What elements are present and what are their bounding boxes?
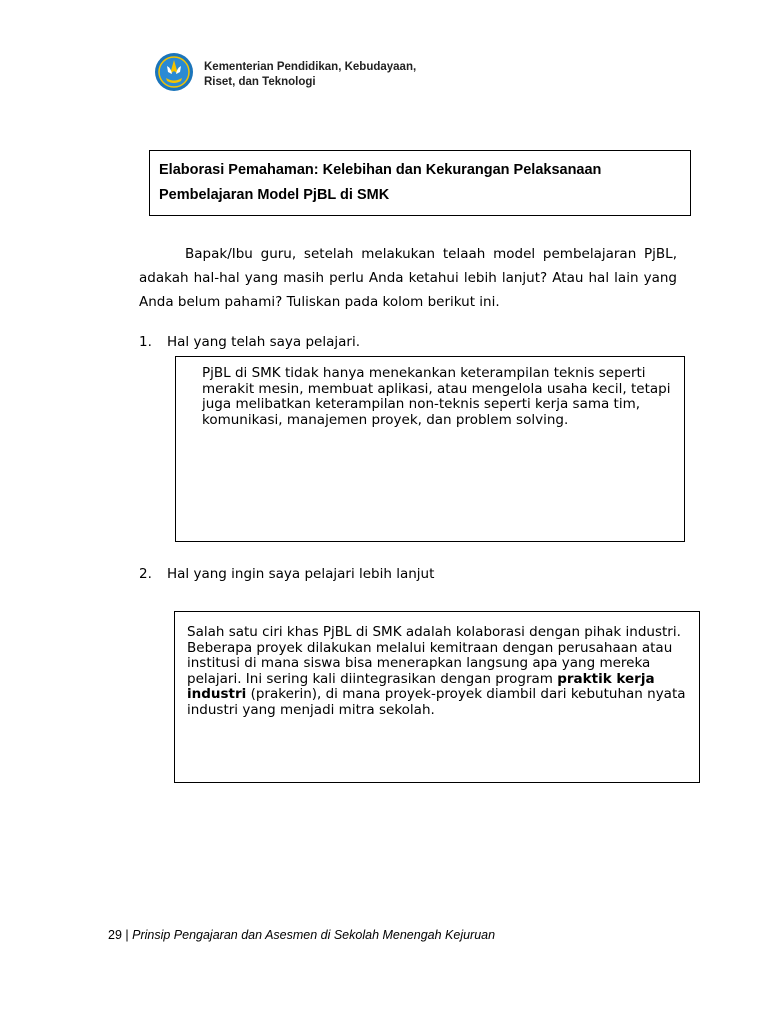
answer-text-part: Salah satu ciri khas PjBL di SMK adalah kolaborasi dengan pihak industri. Beberapa proyek dilakukan melalui kemitraan dengan perusahaan atau institusi di mana siswa bisa menerapkan langsung apa yang mereka pelajari. Ini sering kali diintegrasikan dengan program [187,624,681,687]
question-item-1 [139,333,360,351]
answer-text-bold: praktik kerja industri [187,670,655,702]
section-title-line2: Pembelajaran Model PjBL di SMK [159,187,390,203]
page-footer [108,928,495,942]
book-title: Prinsip Pengajaran dan Asesmen di Sekolah Menengah Kejuruan [132,928,496,942]
answer-box-2-border [174,782,700,783]
question-label: Hal yang ingin saya pelajari lebih lanjut [167,566,435,582]
section-title-line1: Elaborasi Pemahaman: Kelebihan dan Kekurangan Pelaksanaan [159,162,602,178]
ministry-logo-icon [154,52,194,92]
question-number: 1. [139,334,152,350]
page-number: 29 [108,928,122,942]
section-title-box [149,150,691,216]
answer-text [187,625,691,718]
ministry-name [204,60,416,90]
footer-separator: | [121,928,133,942]
answer-text-part: (prakerin), di mana proyek-proyek diambil dari kebutuhan nyata industri yang menjadi mitra sekolah. [187,686,686,718]
ministry-name-line2: Riset, dan Teknologi [204,76,316,88]
answer-box-2[interactable] [174,611,700,783]
question-number: 2. [139,566,152,582]
intro-paragraph: Bapak/Ibu guru, setelah melakukan telaah model pembelajaran PjBL, adakah hal-hal yang masih perlu Anda ketahui lebih lanjut? Atau hal lain yang Anda belum pahami? Tuliskan pada kolom berikut ini. [139,246,677,310]
ministry-name-line1: Kementerian Pendidikan, Kebudayaan, [204,61,417,73]
answer-text: PjBL di SMK tidak hanya menekankan keterampilan teknis seperti merakit mesin, membuat aplikasi, atau mengelola usaha kecil, tetapi juga melibatkan keterampilan non-teknis seperti kerja sama tim, komunikasi, manajemen proyek, dan problem solving. [202,365,671,428]
question-item-2 [139,565,434,583]
answer-box-1[interactable] [175,356,685,542]
question-label: Hal yang telah saya pelajari. [167,334,360,350]
